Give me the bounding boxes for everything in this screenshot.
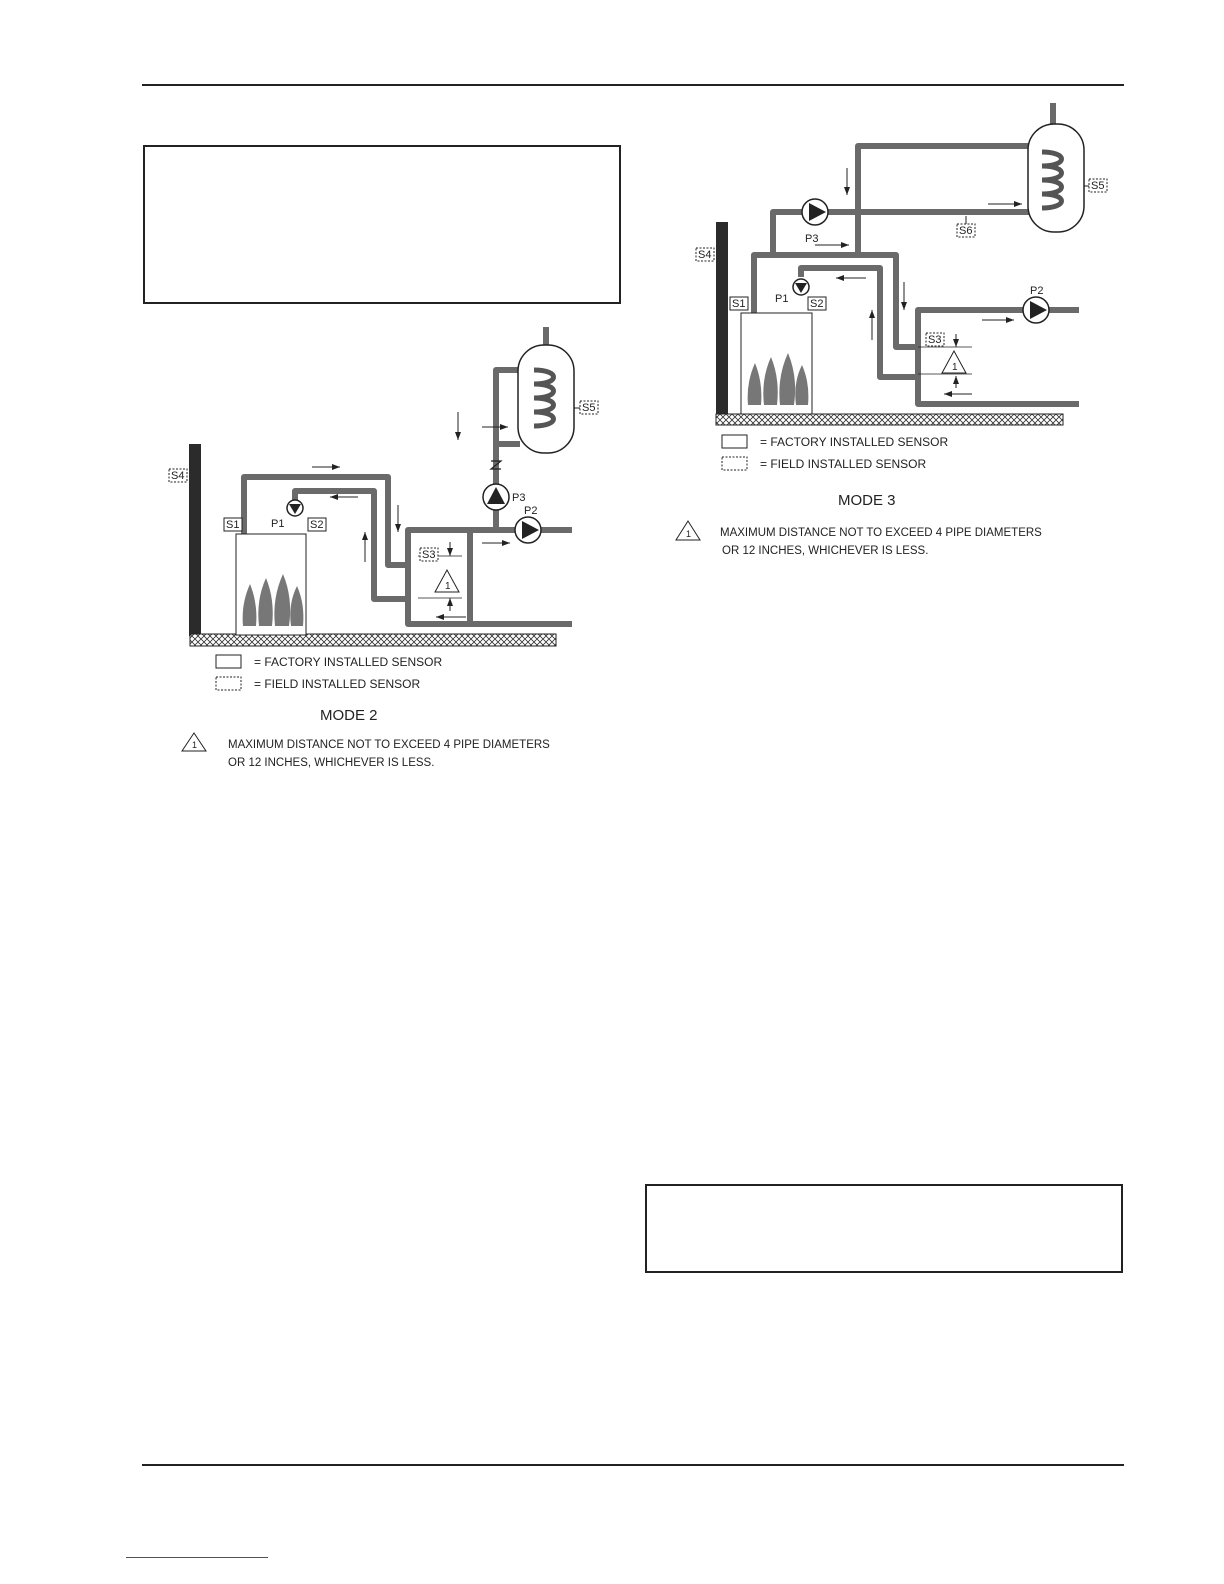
mode3-legend-factory: = FACTORY INSTALLED SENSOR bbox=[760, 435, 949, 449]
mode3-sensor-s5: S5 bbox=[1091, 180, 1105, 192]
mode3-sensor-s4: S4 bbox=[698, 249, 712, 261]
mode3-note-line2: OR 12 INCHES, WHICHEVER IS LESS. bbox=[722, 545, 929, 557]
mode3-pump-p2-label: P2 bbox=[1030, 285, 1044, 297]
mode2-sensor-s5: S5 bbox=[582, 402, 596, 414]
mode3-legend-factory-box bbox=[722, 435, 747, 448]
mode2-sensor-s4: S4 bbox=[171, 470, 185, 482]
mode2-note-triangle-number: 1 bbox=[445, 581, 451, 592]
mode2-pump-p3-label: P3 bbox=[512, 492, 526, 504]
mode3-sensor-s3: S3 bbox=[928, 334, 942, 346]
mode3-title: MODE 3 bbox=[838, 492, 896, 509]
mode2-legend-factory-box bbox=[216, 655, 241, 668]
mode2-pump-p2-label: P2 bbox=[524, 505, 538, 517]
mode2-sensor-s2: S2 bbox=[310, 519, 324, 531]
mode2-diagram bbox=[169, 327, 598, 769]
mode2-title: MODE 2 bbox=[320, 707, 378, 724]
mode2-pump-p1-label: P1 bbox=[271, 518, 285, 530]
mode2-floor bbox=[190, 634, 556, 646]
mode3-pump-p3-label: P3 bbox=[805, 233, 819, 245]
mode2-sensor-s1: S1 bbox=[226, 519, 240, 531]
mode2-sensor-s3: S3 bbox=[422, 549, 436, 561]
mode3-sensor-s6: S6 bbox=[959, 225, 973, 237]
mode3-note-line1: MAXIMUM DISTANCE NOT TO EXCEED 4 PIPE DIAMETERS bbox=[720, 527, 1042, 539]
mode3-pump-p1-label: P1 bbox=[775, 293, 789, 305]
mode3-wall bbox=[716, 222, 728, 416]
mode3-note-triangle-number: 1 bbox=[952, 362, 958, 373]
mode2-note-symbol-number: 1 bbox=[192, 740, 198, 750]
mode3-pumps bbox=[793, 199, 1049, 323]
mode3-sensor-s1: S1 bbox=[732, 298, 746, 310]
mode2-legend-factory: = FACTORY INSTALLED SENSOR bbox=[254, 655, 443, 669]
mode2-note-line2: OR 12 INCHES, WHICHEVER IS LESS. bbox=[228, 757, 435, 769]
mode3-note-symbol-number: 1 bbox=[686, 529, 692, 539]
mode2-note-line1: MAXIMUM DISTANCE NOT TO EXCEED 4 PIPE DIAMETERS bbox=[228, 739, 550, 751]
mode2-legend-field: = FIELD INSTALLED SENSOR bbox=[254, 677, 421, 691]
mode3-diagram bbox=[676, 103, 1107, 557]
mode3-sensor-s2: S2 bbox=[810, 298, 824, 310]
mode3-floor bbox=[716, 414, 1063, 425]
mode2-wall bbox=[189, 444, 201, 636]
mode3-legend-field: = FIELD INSTALLED SENSOR bbox=[760, 457, 927, 471]
mode3-legend-field-box bbox=[722, 457, 747, 470]
mode2-legend-field-box bbox=[216, 677, 241, 690]
footer-link-underline bbox=[126, 1557, 268, 1558]
